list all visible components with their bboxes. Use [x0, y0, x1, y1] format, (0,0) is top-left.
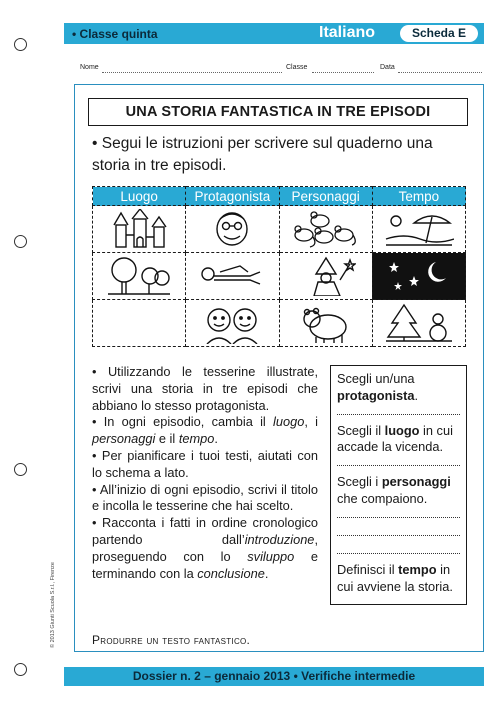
- grid-header-protagonist: Protagonista: [186, 187, 279, 206]
- binder-hole-4: [14, 663, 27, 676]
- tile-grandfather: [186, 206, 279, 253]
- castle-icon: [108, 209, 170, 249]
- date-field[interactable]: [398, 66, 482, 73]
- activity-label: Produrre un testo fantastico.: [92, 633, 251, 647]
- characters-answer-line-3[interactable]: [337, 544, 460, 554]
- flying-hero-icon: [194, 256, 270, 296]
- subject-label: Italiano: [319, 24, 376, 41]
- grandfather-face-icon: [210, 209, 254, 249]
- bear-icon: [300, 303, 352, 343]
- tile-wizard: [279, 253, 372, 300]
- mice-icon: [290, 209, 362, 249]
- sheet-badge: Scheda E: [400, 25, 478, 42]
- tile-night-sky: [372, 253, 465, 300]
- protagonist-answer-line[interactable]: [337, 405, 460, 415]
- class-label-field: Classe: [286, 64, 308, 71]
- bullet-2: • In ogni episodio, cambia il luogo, i personaggi e il tempo.: [92, 414, 318, 447]
- name-field[interactable]: [102, 66, 282, 73]
- tile-bear: [279, 300, 372, 347]
- snow-tree-snowman-icon: [384, 303, 454, 343]
- class-label: • Classe quinta: [72, 27, 158, 41]
- characters-answer-line-1[interactable]: [337, 508, 460, 518]
- characters-prompt: Scegli i personaggi che compaiono.: [337, 474, 451, 506]
- bullet-3: • Per pianificare i tuoi testi, aiutati con lo schema a lato.: [92, 447, 318, 480]
- place-answer-line[interactable]: [337, 456, 460, 466]
- tile-castle: [93, 206, 186, 253]
- tile-trees: [93, 253, 186, 300]
- grid-header-time: Tempo: [372, 187, 465, 206]
- bullet-instructions: [92, 364, 318, 582]
- footer-bar: Dossier n. 2 – gennaio 2013 • Verifiche intermedie: [64, 667, 484, 686]
- copyright-notice: © 2013 Giunti Scuola S.r.l., Firenze: [50, 562, 56, 648]
- bullet-5: • Racconta i fatti in ordine cronologico partendo dall’introduzione, proseguendo con lo sviluppo e terminando con la conclusione.: [92, 515, 318, 581]
- grid-header-characters: Personaggi: [279, 187, 372, 206]
- tile-snow: [372, 300, 465, 347]
- time-prompt: Definisci il tempo in cui avviene la storia.: [337, 561, 453, 594]
- binder-hole-2: [14, 235, 27, 248]
- beach-umbrella-icon: [384, 209, 454, 249]
- tile-beach: [372, 206, 465, 253]
- bullet-1: • Utilizzando le tesserine illustrate, scrivi una storia in tre episodi che abbiano lo stesso protagonista.: [92, 364, 318, 413]
- tile-empty: [93, 300, 186, 347]
- planning-box: [330, 365, 467, 605]
- header-bar: [64, 23, 484, 44]
- tile-mice: [279, 206, 372, 253]
- binder-hole-3: [14, 463, 27, 476]
- tile-boys: [186, 300, 279, 347]
- bullet-4: • All’inizio di ogni episodio, scrivi il titolo e incolla le tesserine che hai scelto.: [92, 481, 318, 514]
- instructions-text: • Segui le istruzioni per scrivere sul quaderno una storia in tre episodi.: [92, 135, 433, 174]
- picture-grid: [92, 186, 466, 347]
- page-title: UNA STORIA FANTASTICA IN TRE EPISODI: [88, 98, 468, 126]
- binder-hole-1: [14, 38, 27, 51]
- tile-flying-hero: [186, 253, 279, 300]
- protagonist-prompt: Scegli un/una protagonista.: [337, 371, 419, 403]
- characters-answer-line-2[interactable]: [337, 526, 460, 536]
- night-sky-icon: [384, 256, 454, 296]
- trees-icon: [106, 256, 172, 296]
- boys-icon: [201, 302, 263, 344]
- wizard-icon: [296, 256, 356, 296]
- grid-header-place: Luogo: [93, 187, 186, 206]
- name-label: Nome: [80, 64, 99, 71]
- class-field[interactable]: [312, 66, 374, 73]
- place-prompt: Scegli il luogo in cui accade la vicenda.: [337, 422, 453, 455]
- date-label: Data: [380, 64, 395, 71]
